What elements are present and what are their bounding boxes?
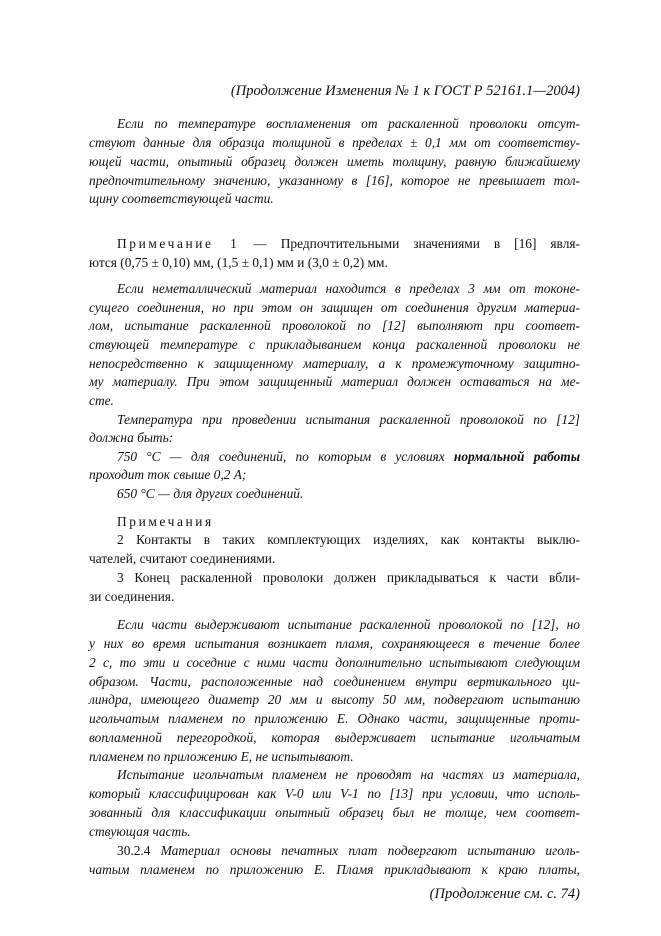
text-line: проходит ток свыше 0,2 А; (89, 467, 247, 482)
text-line: ющей части, опытный образец должен иметь толщину, равную ближайшему (89, 154, 580, 169)
text-line: который классифицирован как V-0 или V-1 по [13] при условии, что исполь- (89, 786, 580, 801)
normal-operation-bold: нормальной работы (453, 449, 580, 464)
text-line (117, 449, 580, 465)
text-line: Испытание игольчатым пламенем не проводят на частях из материала, (117, 767, 580, 782)
text-line: Если по температуре воспламенения от раскаленной проволоки отсут- (117, 116, 580, 131)
text-line: ствующая часть. (89, 824, 191, 839)
page-header: (Продолжение Изменения № 1 к ГОСТ Р 52161.1—2004) (230, 83, 580, 99)
text-line: Если неметаллический материал находится в пределах 3 мм от токоне- (117, 281, 580, 296)
text-line: линдра, имеющего диаметр 20 мм и высоту 50 мм, подвергают испытанию (89, 692, 580, 707)
temp-750-text: 750 °С — для соединений, по которым в условиях (117, 449, 454, 464)
note-1-line (117, 236, 580, 252)
text-line: 2 с, то эти и соседние с ними части дополнительно испытывают следующим (89, 655, 580, 670)
text-line: Если части выдерживают испытание раскаленной проволокой по [12], но (117, 617, 580, 632)
section-number: 30.2.4 (117, 843, 161, 858)
note-1-text: — Предпочтительными значениями в [16] явля- (239, 236, 580, 251)
text-line: ствующей температуре с прикладыванием конца раскаленной проволоки не (89, 337, 580, 352)
text-line: пламенем по приложению Е, не испытывают. (89, 749, 354, 764)
note-1-label: Примечание 1 (117, 236, 240, 251)
note-1-line: ются (0,75 ± 0,10) мм, (1,5 ± 0,1) мм и (3,0 ± 0,2) мм. (89, 255, 388, 270)
text-line: 650 °С — для других соединений. (117, 486, 304, 501)
text-line: образом. Части, расположенные над соединением внутри вертикального ци- (89, 674, 580, 689)
text-line: вопламенной перегородкой, которая выдерживает испытание игольчатым (89, 730, 580, 745)
text-line: предпочтительному значению, указанному в [16], которое не превышает тол- (89, 173, 580, 188)
text-line: сущего соединения, но при этом он защищен от соединения другим материа- (89, 300, 580, 315)
page-footer: (Продолжение см. с. 74) (429, 886, 580, 902)
text-line: му материалу. При этом защищенный материал должен оставаться на ме- (89, 374, 580, 389)
text-line: ствуют данные для образца толщиной в пределах ± 0,1 мм от соответству- (89, 135, 580, 150)
section-30-2-4-line (117, 843, 580, 859)
section-text: Материал основы печатных плат подвергают испытанию иголь- (160, 843, 580, 858)
note-2-line: чателей, считают соединениями. (89, 551, 276, 566)
text-line: непосредственно к защищенному материалу, а к промежуточному защитно- (89, 356, 580, 371)
text-line: чатым пламенем по приложению Е. Пламя прикладывают к краю платы, (89, 862, 580, 877)
text-line: щину соответствующей части. (89, 191, 274, 206)
text-line: должна быть: (89, 430, 174, 445)
note-3-line: зи соединения. (89, 589, 175, 604)
note-2-line: 2 Контакты в таких комплектующих изделиях, как контакты выклю- (117, 532, 580, 547)
text-line: зованный для классификации опытный образец был не толще, чем соответ- (89, 805, 580, 820)
text-line: сте. (89, 393, 114, 408)
text-line: игольчатым пламенем по приложению Е. Однако части, защищенные проти- (89, 711, 580, 726)
text-line: лом, испытание раскаленной проволокой по [12] выполняют при соответ- (89, 318, 580, 333)
text-line: у них во время испытания возникает пламя, сохраняющееся в течение более (89, 636, 580, 651)
notes-title: Примечания (117, 514, 214, 529)
text-line: Температура при проведении испытания раскаленной проволокой по [12] (117, 412, 580, 427)
note-3-line: 3 Конец раскаленной проволоки должен прикладываться к части вбли- (117, 570, 580, 585)
